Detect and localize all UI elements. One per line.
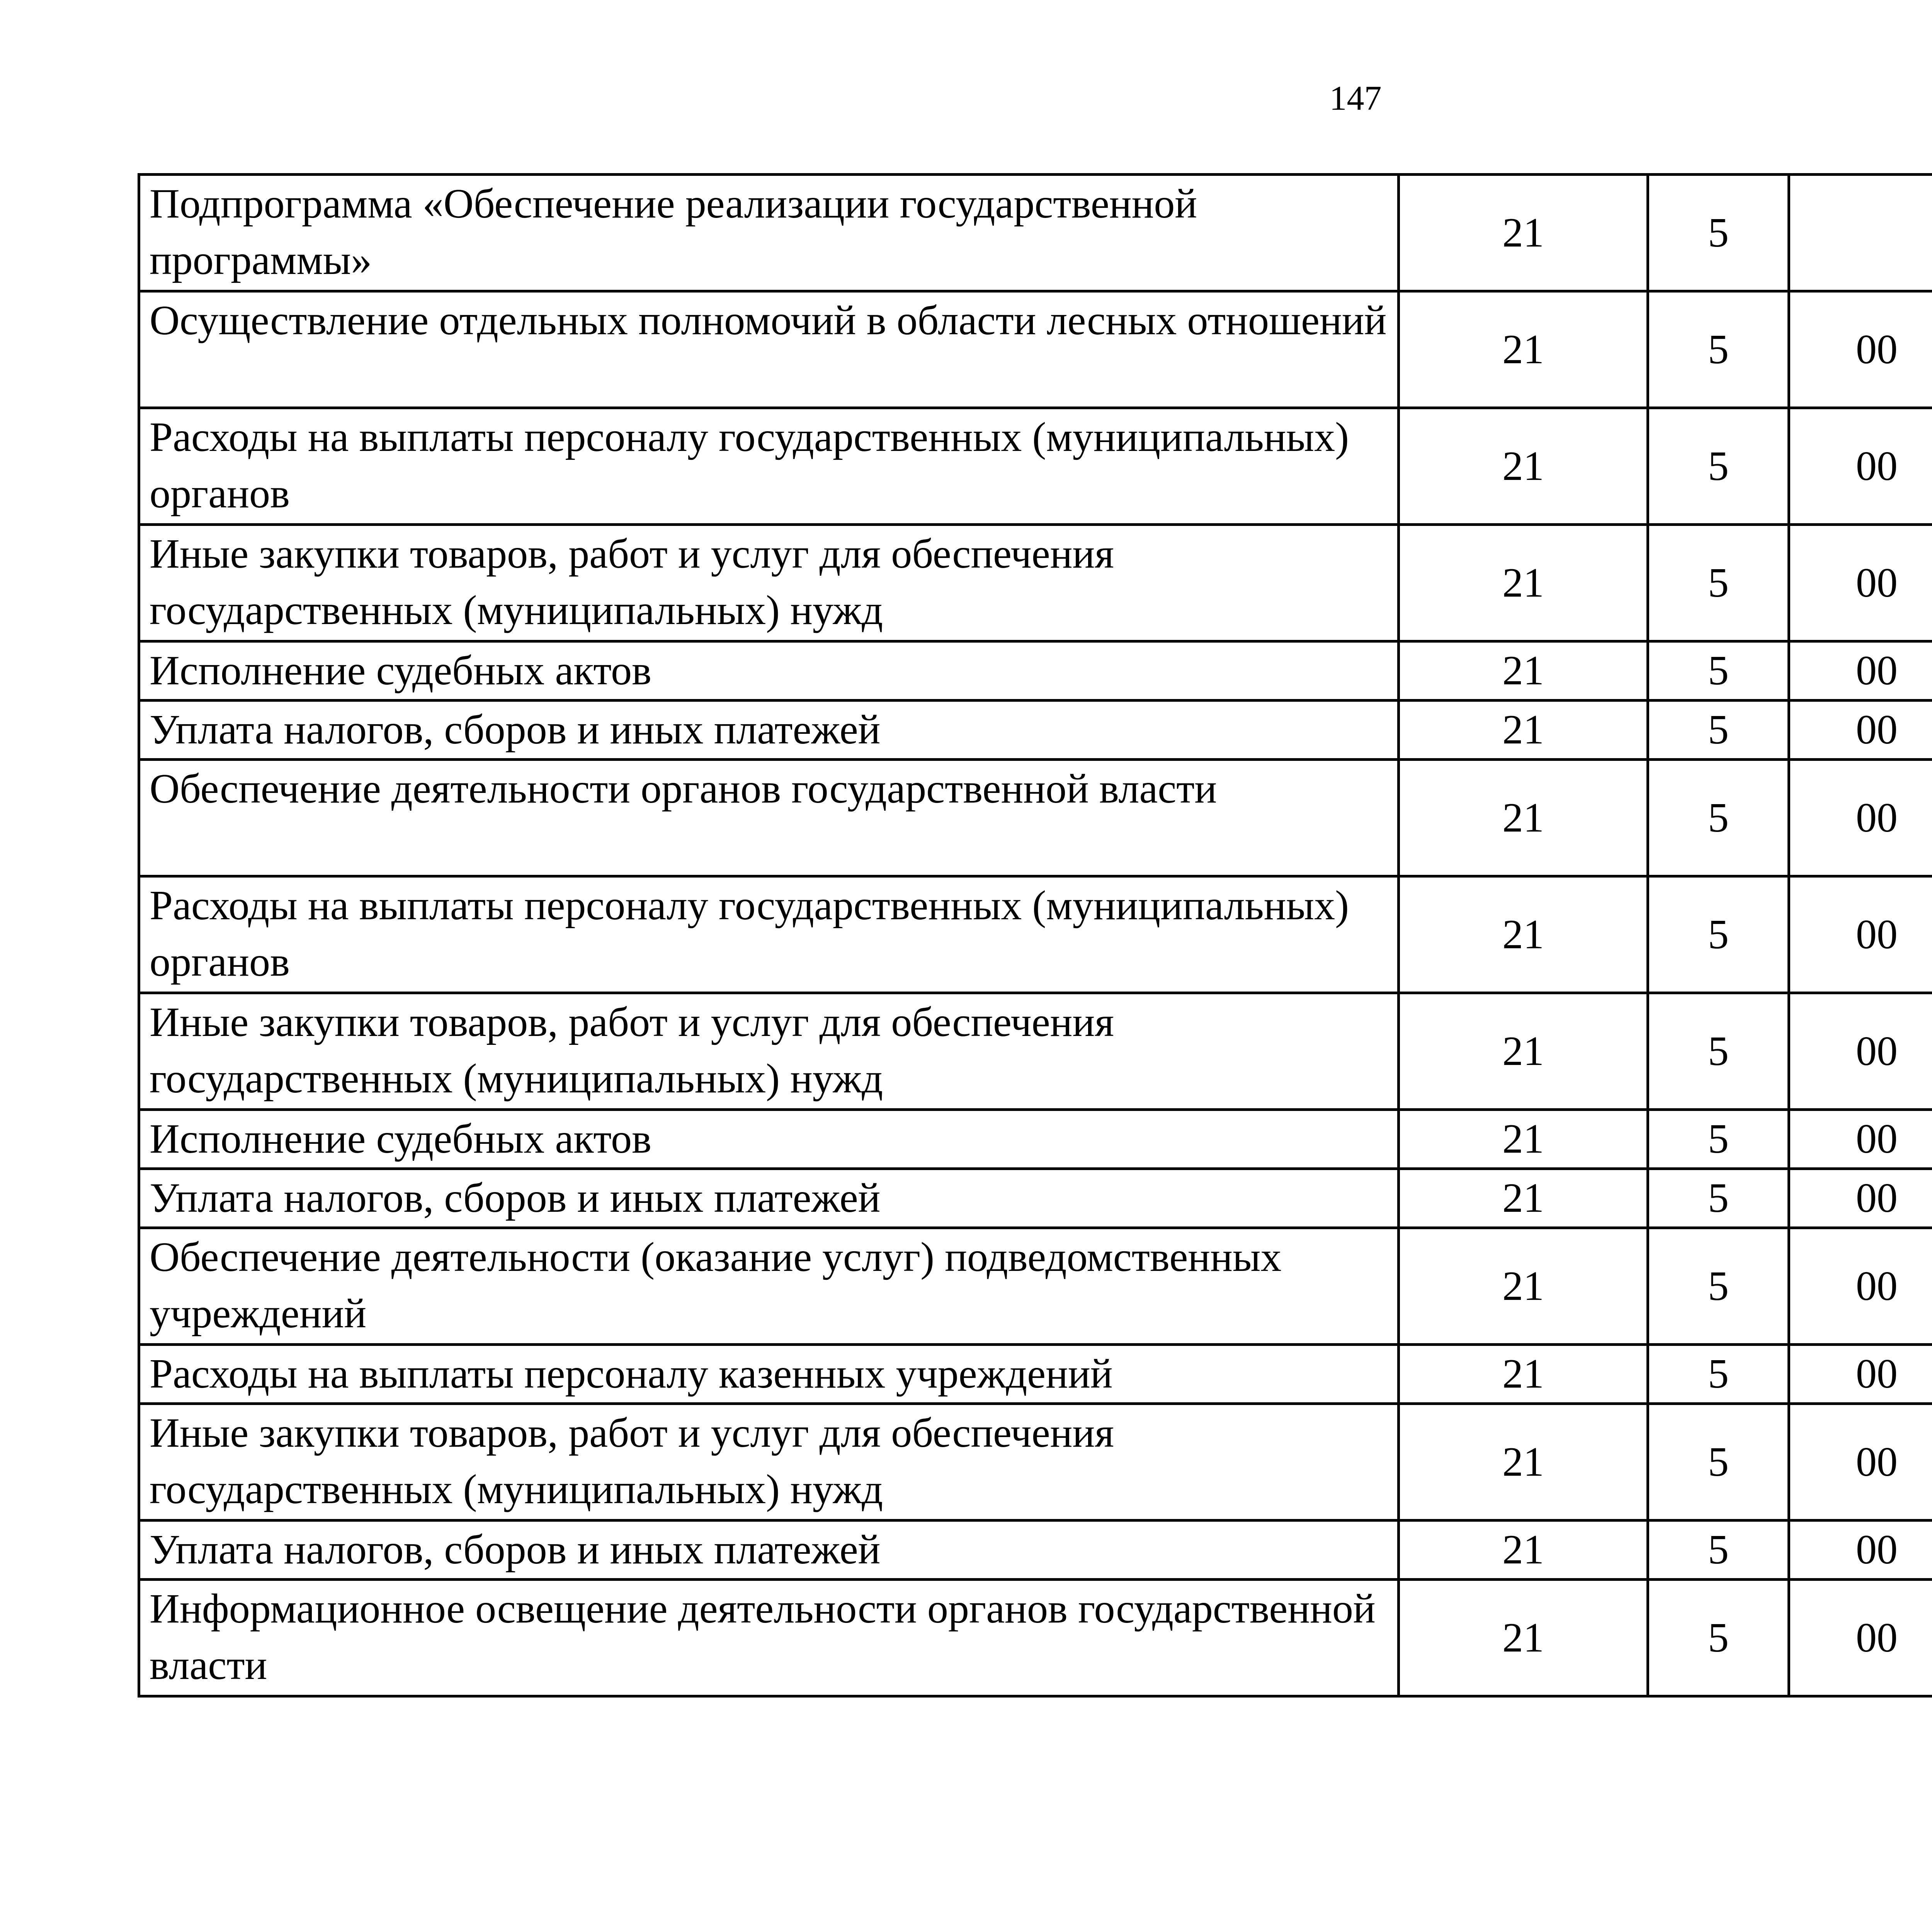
row-code-2: 5 [1648,291,1789,408]
row-code-1: 21 [1399,993,1648,1110]
row-code-3: 00 [1789,291,1932,408]
row-code-1: 21 [1399,1228,1648,1345]
row-code-2: 5 [1648,1521,1789,1580]
row-code-2: 5 [1648,175,1789,291]
table-row [139,1110,1932,1169]
row-code-1: 21 [1399,1110,1648,1169]
row-code-2: 5 [1648,760,1789,876]
row-code-3: 00 [1789,701,1932,760]
row-code-1: 21 [1399,1169,1648,1228]
row-code-2: 5 [1648,408,1789,525]
table-row [139,1404,1932,1521]
row-name: Иные закупки товаров, работ и услуг для обеспечения государственных (муниципальных) нужд [139,993,1399,1110]
row-code-2: 5 [1648,525,1789,641]
row-code-3: 00 [1789,1521,1932,1580]
row-name: Информационное освещение деятельности органов государственной власти [139,1580,1399,1696]
row-code-2: 5 [1648,701,1789,760]
row-code-1: 21 [1399,1404,1648,1521]
table-row [139,408,1932,525]
table-row [139,641,1932,701]
row-name: Уплата налогов, сборов и иных платежей [139,1169,1399,1228]
row-code-3: 00 [1789,1345,1932,1404]
row-code-2: 5 [1648,1228,1789,1345]
row-name: Обеспечение деятельности органов государственной власти [139,760,1399,876]
row-code-1: 21 [1399,701,1648,760]
row-code-3: 00 [1789,760,1932,876]
row-name: Расходы на выплаты персоналу государственных (муниципальных) органов [139,876,1399,993]
table-row [139,175,1932,291]
row-name: Иные закупки товаров, работ и услуг для обеспечения государственных (муниципальных) нужд [139,1404,1399,1521]
page-number: 147 [1329,79,1382,117]
row-code-3: 00 [1789,1404,1932,1521]
row-code-2: 5 [1648,1110,1789,1169]
table-row [139,1345,1932,1404]
row-name: Обеспечение деятельности (оказание услуг) подведомственных учреждений [139,1228,1399,1345]
row-code-3 [1789,175,1932,291]
row-code-3: 00 [1789,525,1932,641]
row-code-1: 21 [1399,408,1648,525]
table-row [139,760,1932,876]
table-row [139,525,1932,641]
row-name: Подпрограмма «Обеспечение реализации государственной программы» [139,175,1399,291]
row-name: Расходы на выплаты персоналу казенных учреждений [139,1345,1399,1404]
budget-table [138,173,1932,1698]
row-name: Уплата налогов, сборов и иных платежей [139,701,1399,760]
row-name: Расходы на выплаты персоналу государственных (муниципальных) органов [139,408,1399,525]
row-code-1: 21 [1399,641,1648,701]
row-code-1: 21 [1399,175,1648,291]
row-name: Исполнение судебных актов [139,641,1399,701]
row-code-2: 5 [1648,1345,1789,1404]
row-code-1: 21 [1399,1521,1648,1580]
table-row [139,1169,1932,1228]
row-code-3: 00 [1789,408,1932,525]
row-code-2: 5 [1648,641,1789,701]
row-code-1: 21 [1399,760,1648,876]
table-row [139,1521,1932,1580]
table-row [139,876,1932,993]
table-row [139,1580,1932,1696]
row-code-1: 21 [1399,876,1648,993]
row-code-1: 21 [1399,291,1648,408]
row-code-2: 5 [1648,993,1789,1110]
table-row [139,291,1932,408]
table-row [139,701,1932,760]
row-code-3: 00 [1789,1110,1932,1169]
table-row [139,993,1932,1110]
row-code-2: 5 [1648,1580,1789,1696]
row-code-3: 00 [1789,1228,1932,1345]
row-code-3: 00 [1789,1169,1932,1228]
row-name: Уплата налогов, сборов и иных платежей [139,1521,1399,1580]
row-name: Исполнение судебных актов [139,1110,1399,1169]
row-code-2: 5 [1648,876,1789,993]
row-code-2: 5 [1648,1169,1789,1228]
row-code-3: 00 [1789,876,1932,993]
row-code-3: 00 [1789,1580,1932,1696]
row-code-1: 21 [1399,525,1648,641]
row-code-3: 00 [1789,641,1932,701]
row-code-2: 5 [1648,1404,1789,1521]
row-code-1: 21 [1399,1580,1648,1696]
row-name: Осуществление отдельных полномочий в области лесных отношений [139,291,1399,408]
row-name: Иные закупки товаров, работ и услуг для обеспечения государственных (муниципальных) нужд [139,525,1399,641]
row-code-3: 00 [1789,993,1932,1110]
table-row [139,1228,1932,1345]
row-code-1: 21 [1399,1345,1648,1404]
